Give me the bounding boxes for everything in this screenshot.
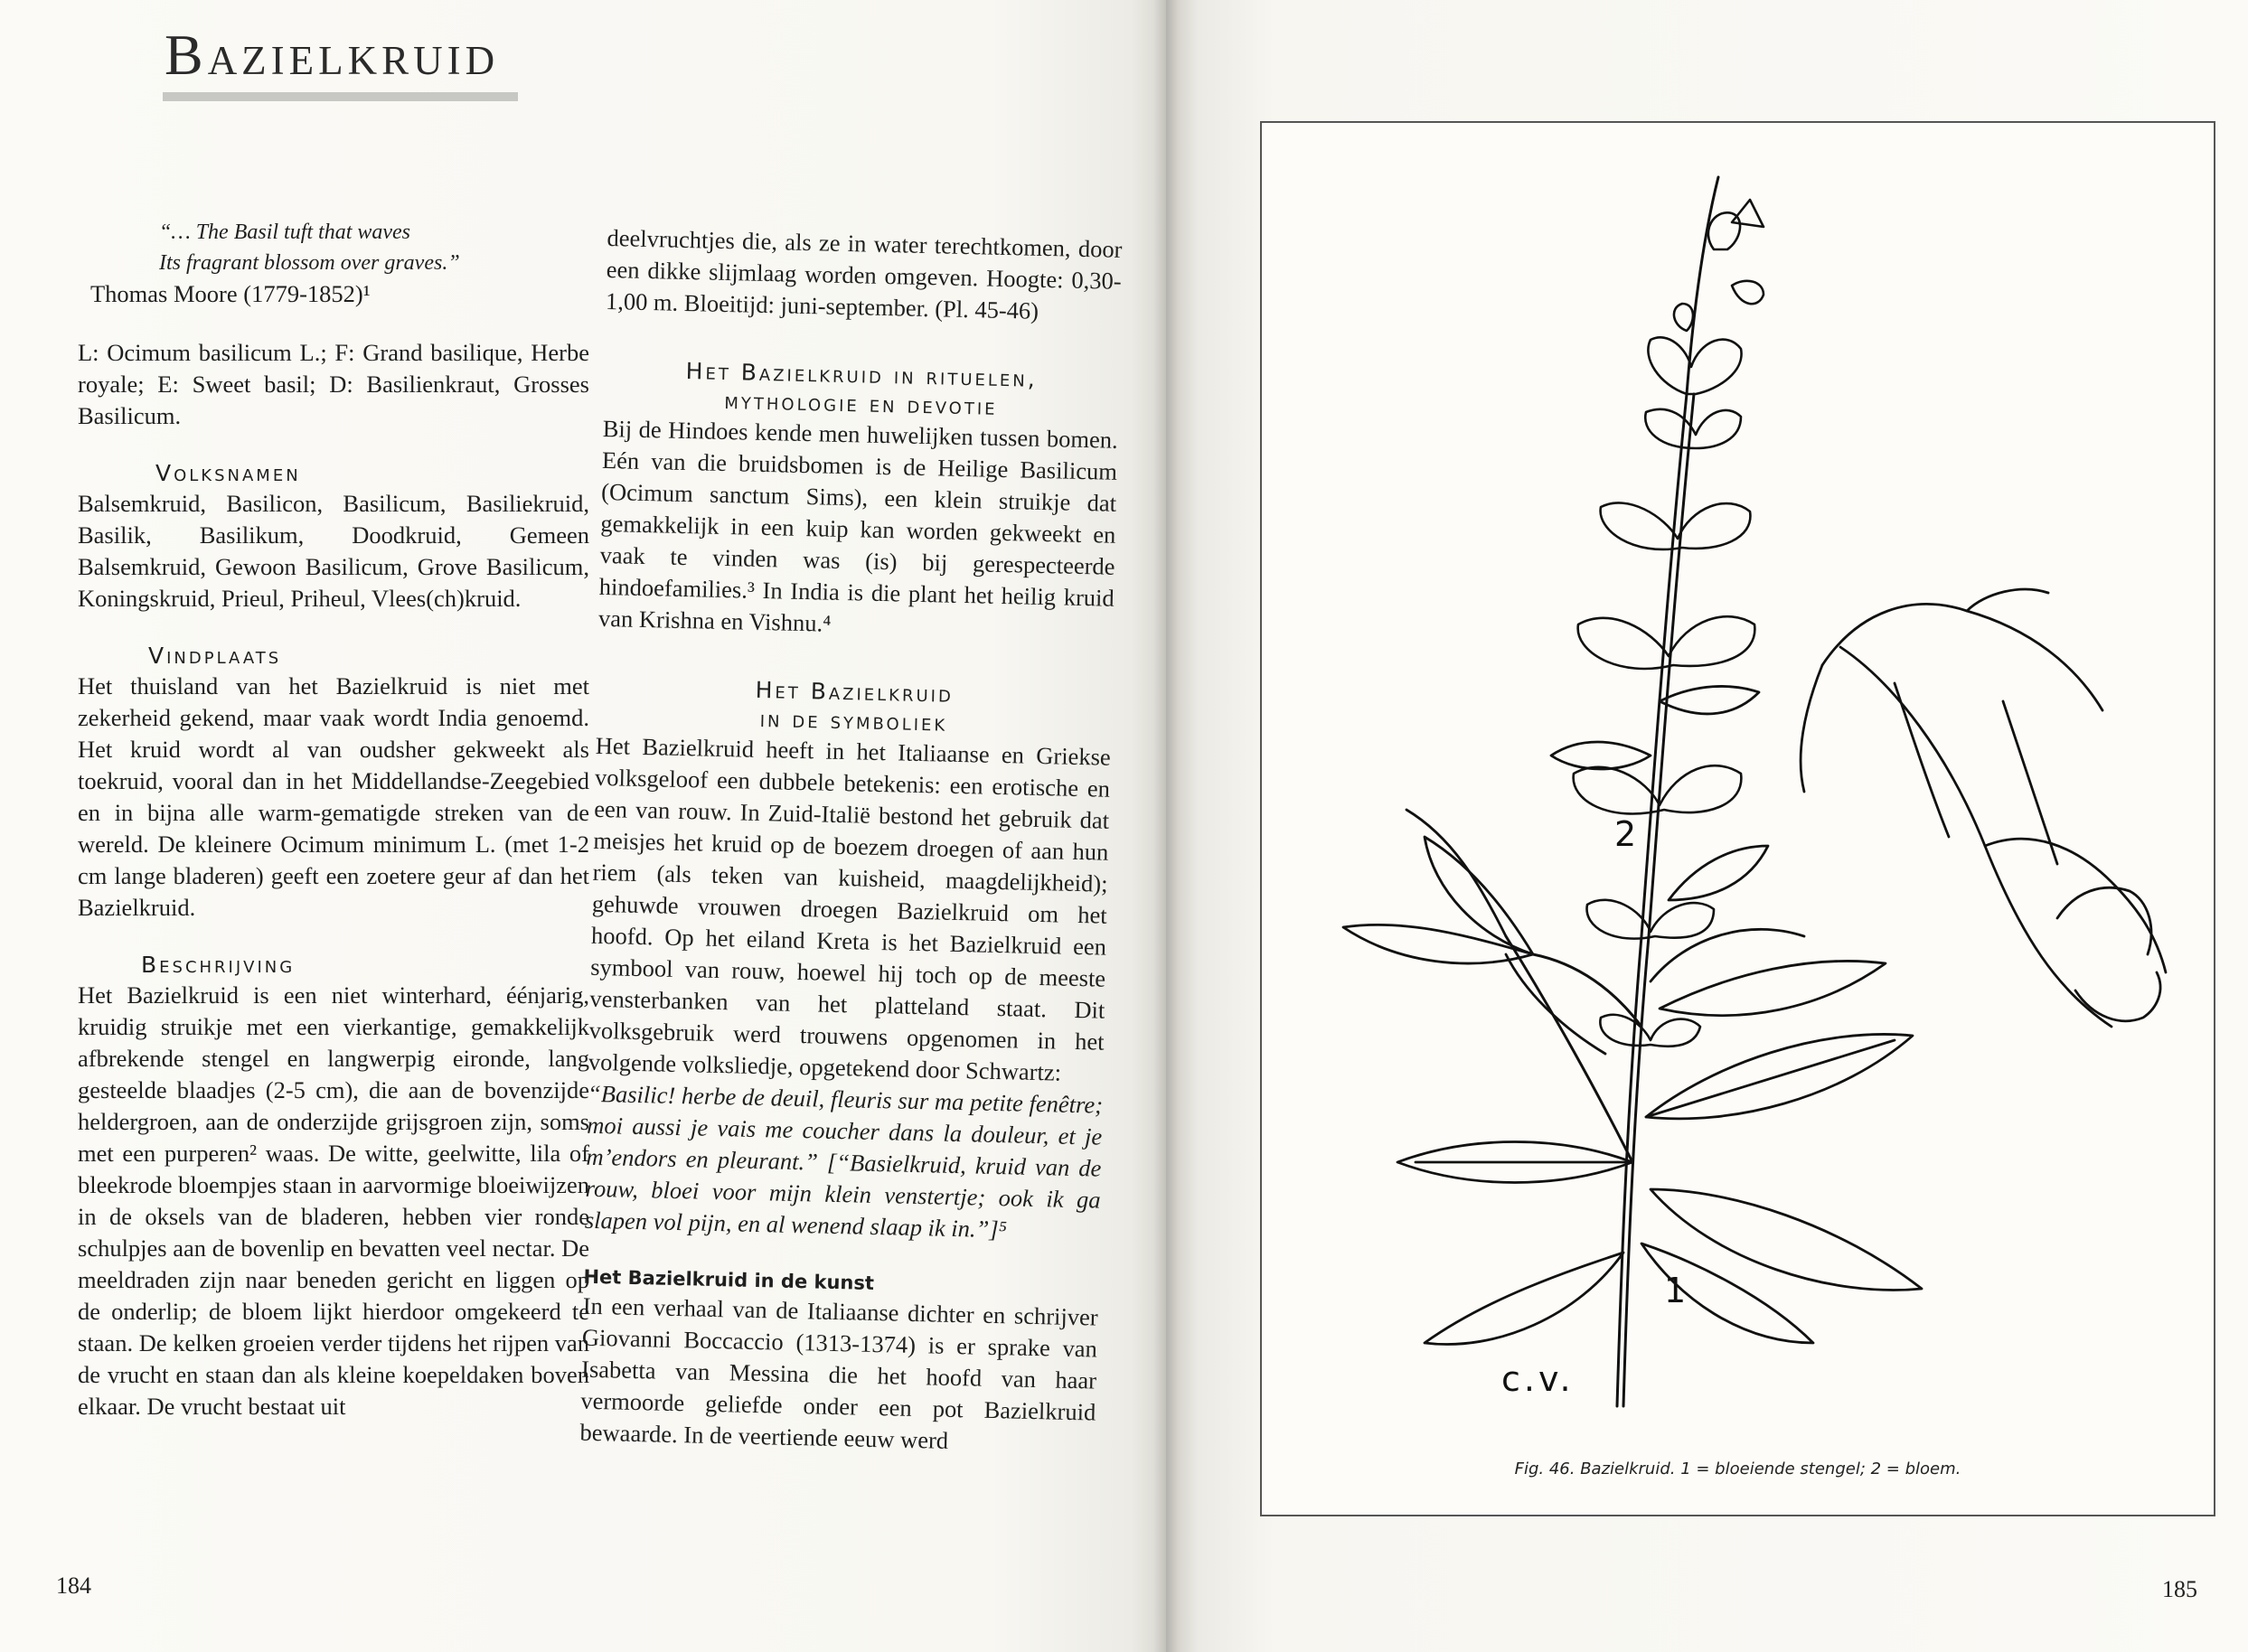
symboliek-text: Het Bazielkruid heeft in het Italiaanse en Griekse volksgeloof een dubbele betekenis: een erotische en een van rouw. In Zuid-Italië bestond het gebruik dat meisjes het kruid op de boezem droegen of aan hun riem (als teken van kuisheid, maagdelijkheid); gehuwde vrouwen droegen Bazielkruid om het hoofd. Op het eiland Kreta is het Bazielkruid een symbool van rouw, hoewel hij toch op de meeste vensterbanken van het platteland staat. Dit volksgebruik werd trouwens opgenomen in het volgende volksliedje, opgetekend door Schwartz: — [588, 731, 1112, 1086]
text-column-1 — [78, 217, 589, 1422]
section-heading-volksnamen: Volksnamen — [155, 460, 301, 486]
basil-illustration — [1262, 123, 2214, 1515]
column-2-intro: deelvruchtjes die, als ze in water terechtkomen, door een dikke slijmlaag worden omgeven. Hoogte: 0,30-1,00 m. Bloeitijd: juni-september. (Pl. 45-46) — [605, 223, 1123, 324]
epigraph-line-2: Its fragrant blossom over graves.” — [159, 251, 460, 275]
book-gutter — [1153, 0, 1179, 1652]
section-heading-kunst: Het Bazielkruid in de kunst — [583, 1265, 875, 1294]
figure-label-cv: c.v. — [1501, 1359, 1575, 1399]
section-heading-beschrijving: Beschrijving — [141, 952, 296, 978]
section-heading-symboliek-1: Het Bazielkruid — [755, 676, 955, 708]
epigraph-author: Thomas Moore (1779-1852)¹ — [90, 280, 371, 307]
section-heading-rituelen-2: mythologie en devotie — [724, 387, 998, 420]
kunst-text: In een verhaal van de Italiaanse dichter en schrijver Giovanni Boccaccio (1313-1374) is er sprake van Isabetta van Messina die het hoofd van haar vermoorde geliefde onder een pot Bazielkruid bewaarde. In de veertiende eeuw werd — [579, 1291, 1098, 1454]
figure-label-1: 1 — [1664, 1271, 1687, 1310]
page-number-right: 185 — [2162, 1576, 2197, 1602]
section-heading-symboliek-2: in de symboliek — [759, 705, 948, 737]
section-heading-rituelen-1: Het Bazielkruid in rituelen, — [685, 358, 1039, 392]
page-title: Bazielkruid — [165, 23, 500, 87]
title-underline — [163, 92, 518, 101]
epigraph-line-1: “… The Basil tuft that waves — [159, 221, 411, 244]
text-column-2 — [579, 222, 1123, 1460]
beschrijving-text: Het Bazielkruid is een niet winterhard, éénjarig, kruidig struikje met een vierkantige, gemakkelijk afbrekende stengel en langwerpig eironde, lang gesteelde blaadjes (2-5 cm), die aan de bovenzijde heldergroen, aan de onderzijde grijsgroen zijn, soms met een purperen² waas. De witte, geelwitte, lila of bleekrode bloempjes staan in aarvormige bloeiwijzen in de oksels van de bladeren, hebben vier ronde schulpjes aan de bovenlip en bevatten veel nectar. De meeldraden zijn naar beneden gericht en liggen op de onderlip; de bloem lijkt hierdoor omgekeerd te staan. De kelken groeien verder tijdens het rijpen van de vrucht en staan dan als kleine koepeldaken boven elkaar. De vrucht bestaat uit — [78, 981, 589, 1420]
rituelen-text: Bij de Hindoes kende men huwelijken tussen bomen. Eén van die bruidsbomen is de Heilige Basilicum (Ocimum sanctum Sims), een klein struikje dat gemakkelijk in een kuip kan worden gekweekt en vaak te vinden was (is) bij gerespecteerde hindoefamilies.³ In India is die plant het heilig kruid van Krishna en Vishnu.⁴ — [597, 414, 1119, 637]
figure-frame — [1260, 121, 2215, 1516]
figure-caption: Fig. 46. Bazielkruid. 1 = bloeiende stengel; 2 = bloem. — [1514, 1460, 1961, 1478]
volksnamen-text: Balsemkruid, Basilicon, Basilicum, Basiliekruid, Basilik, Basilikum, Doodkruid, Gemeen Balsemkruid, Gewoon Basilicum, Grove Basilicum, Koningskruid, Prieul, Priheul, Vlees(ch)kruid. — [78, 490, 589, 612]
figure-label-2: 2 — [1614, 814, 1637, 854]
section-heading-vindplaats: Vindplaats — [148, 643, 282, 669]
symboliek-quote: “Basilic! herbe de deuil, fleuris sur ma petite fenêtre; moi aussi je vais me coucher dans la douleur, et je m’endors en pleurant.” [“Basielkruid, kruid van de rouw, bloei voor mijn klein venstertje; ook ik ga slapen vol pijn, en al wenend slaap ik in.”]⁵ — [584, 1079, 1104, 1244]
species-names: L: Ocimum basilicum L.; F: Grand basilique, Herbe royale; E: Sweet basil; D: Basilienkraut, Grosses Basilicum. — [78, 339, 589, 429]
page-number-left: 184 — [56, 1572, 91, 1599]
vindplaats-text: Het thuisland van het Bazielkruid is niet met zekerheid gekend, maar vaak wordt India genoemd. Het kruid wordt al van oudsher gekweekt als toekruid, vooral dan in het Middellandse-Zeegebied en in bijna alle warm-gematigde streken van de wereld. De kleinere Ocimum minimum L. (met 1-2 cm lange bladeren) geeft een zoetere geur af dan het Bazielkruid. — [78, 672, 589, 921]
